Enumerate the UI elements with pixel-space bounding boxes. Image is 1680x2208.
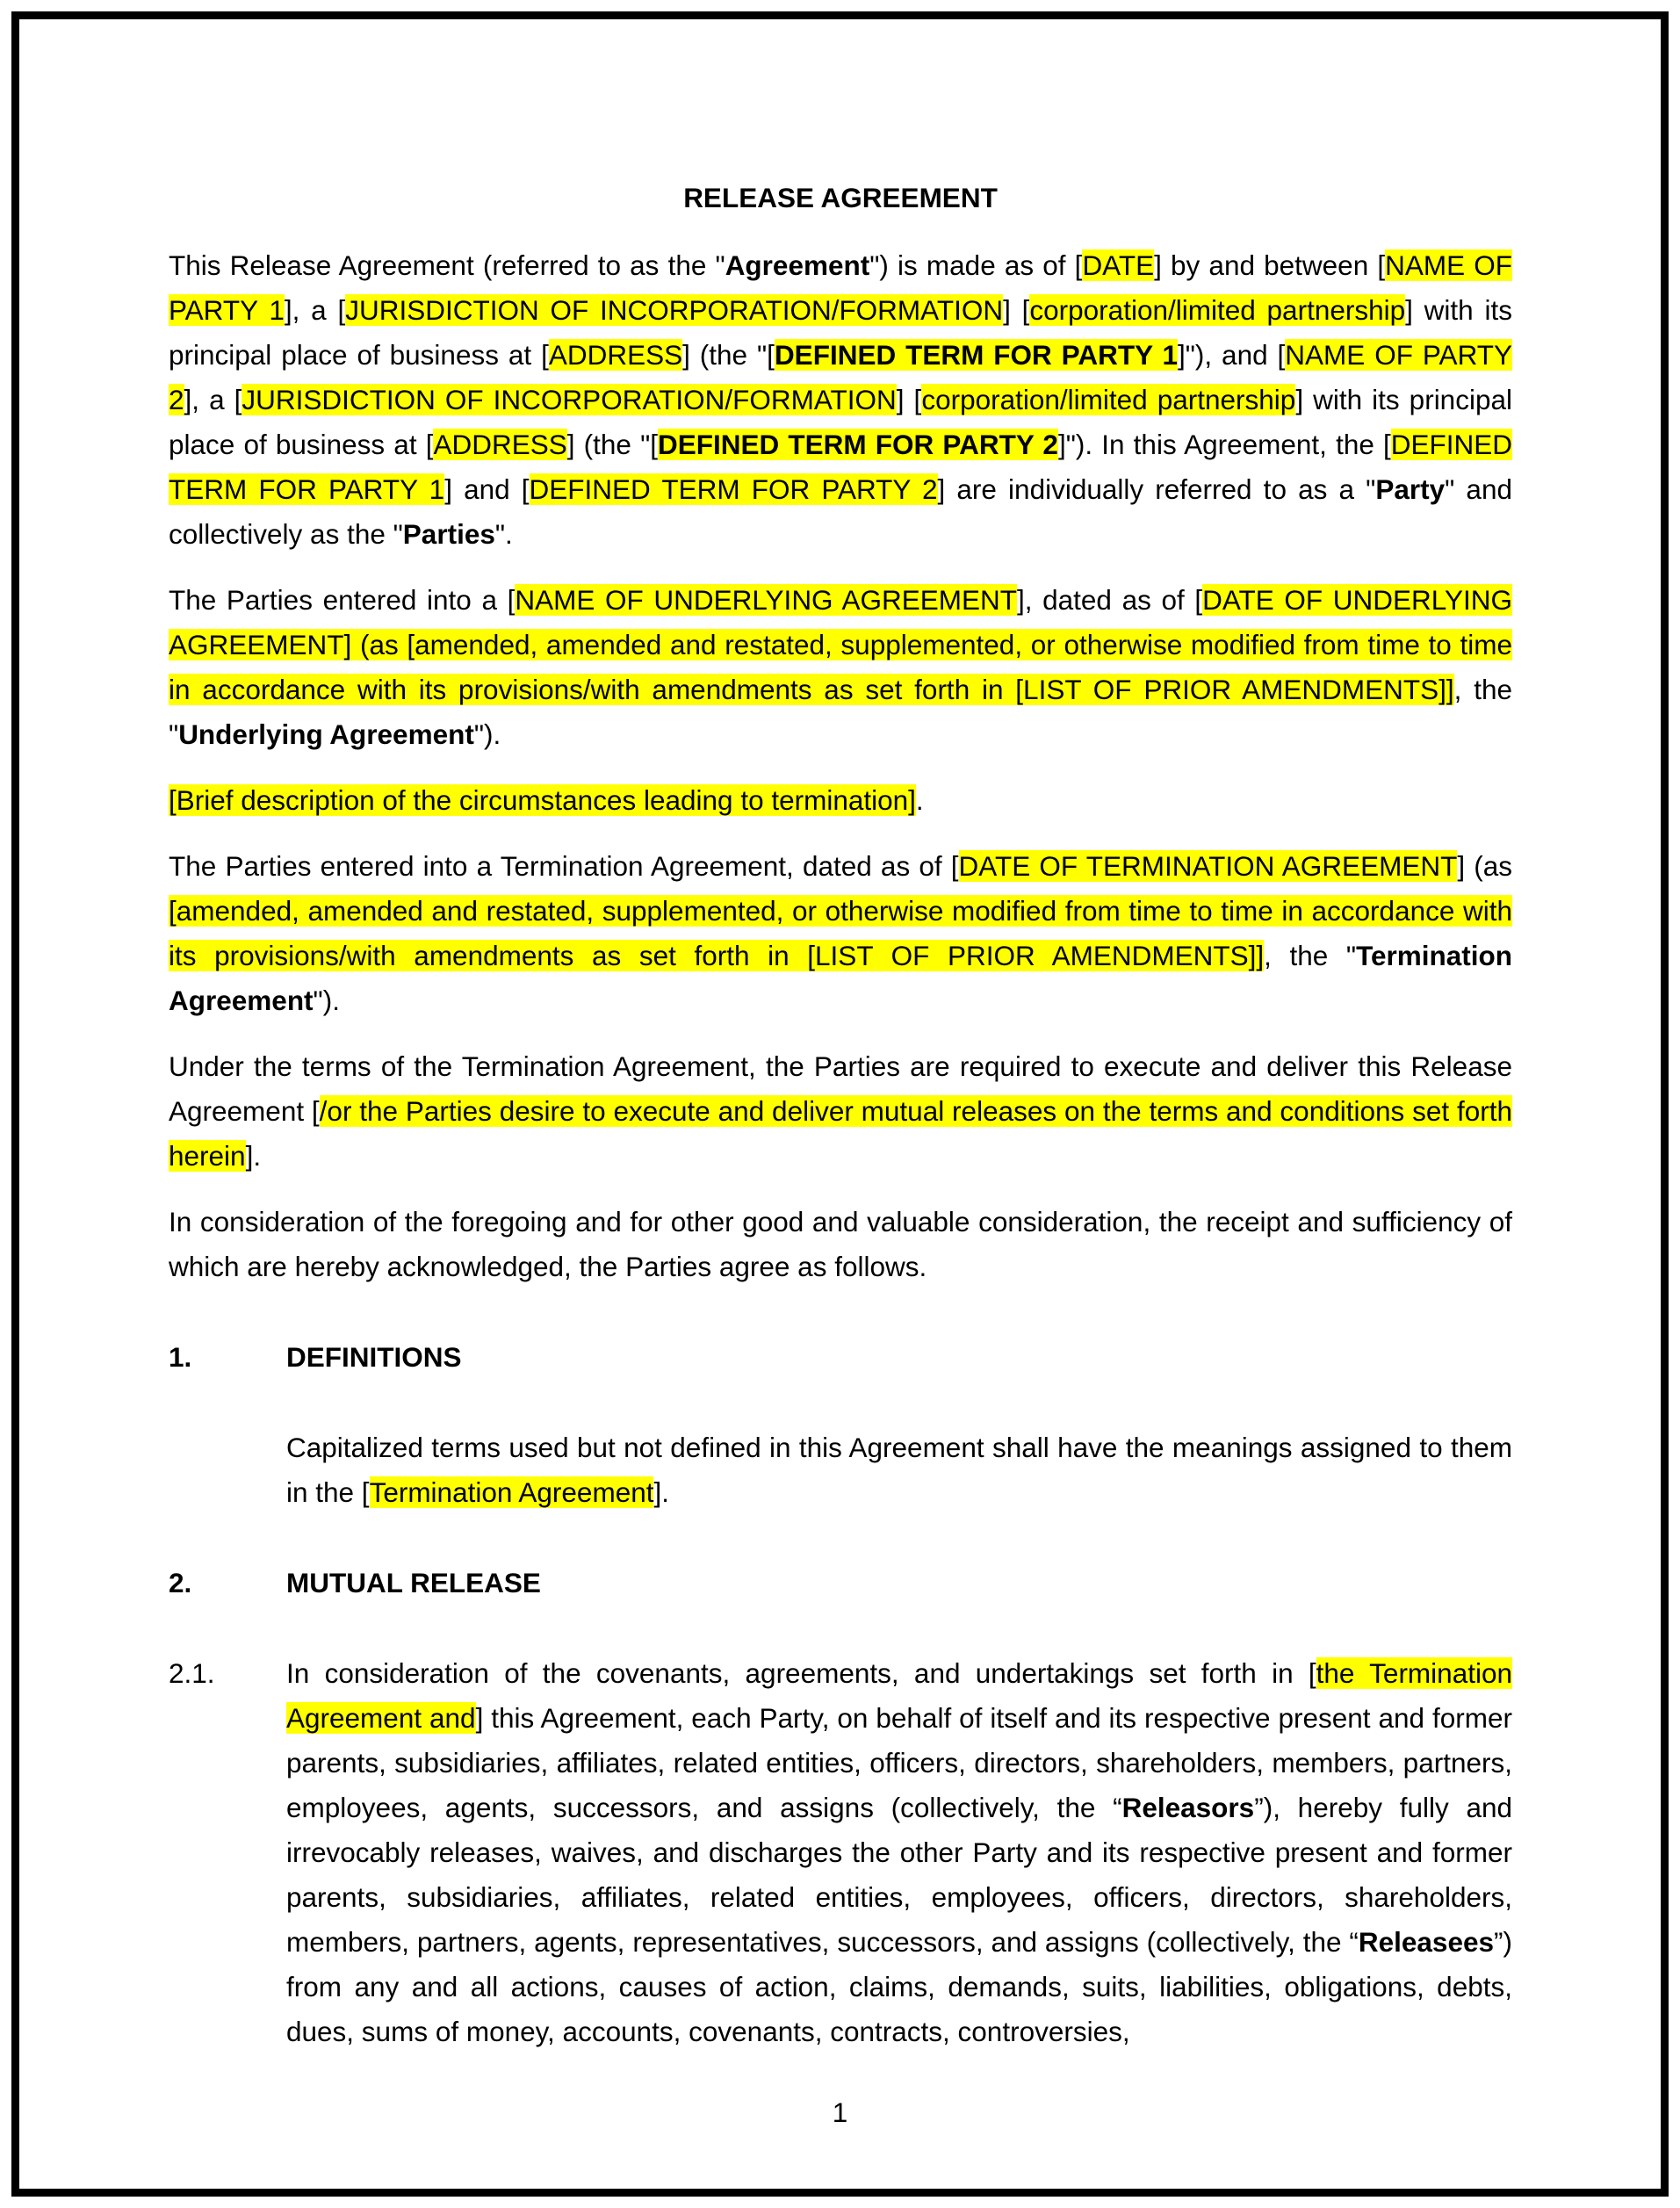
- text-run: ], dated as of [: [1016, 584, 1203, 616]
- paragraph: [169, 1651, 1512, 2054]
- text-run: This Release Agreement (referred to as the ": [169, 249, 725, 281]
- placeholder-highlight: NAME OF PARTY 1: [169, 249, 1512, 326]
- placeholder-highlight: JURISDICTION OF INCORPORATION/FORMATION: [242, 384, 897, 415]
- text-run: ] by and between [: [1154, 249, 1386, 281]
- paragraph: [286, 1425, 1512, 1515]
- text-run: ] are individually referred to as a ": [937, 473, 1376, 505]
- text-run: Parties: [402, 518, 495, 550]
- text-run: ].: [245, 1140, 262, 1172]
- text-run: ”) from any and all actions, causes of action, claims, demands, suits, liabilities, obligations, debts, dues, sums of money, accounts, covenants, contracts, controversies,: [286, 1926, 1512, 2047]
- text-run: ] this Agreement, each Party, on behalf of itself and its respective present and former parents, subsidiaries, affiliates, related entities, officers, directors, shareholders, members, partners, employees, agents, successors, and assigns (collectively, the “: [286, 1702, 1512, 1823]
- text-run: ”), hereby fully and irrevocably releases, waives, and discharges the other Party and its respective present and former parents, subsidiaries, affiliates, related entities, employees, officers, directors, shareholders, members, partners, agents, representatives, successors, and assigns (collectively, the “: [286, 1792, 1512, 1958]
- item-text: [286, 1561, 1512, 1605]
- placeholder-highlight: DEFINED TERM FOR PARTY 2: [529, 473, 938, 505]
- text-run: In consideration of the foregoing and for other good and valuable consideration, the receipt and sufficiency of which are hereby acknowledged, the Parties agree as follows.: [169, 1206, 1512, 1282]
- page-number: 1: [832, 2096, 848, 2128]
- section-heading: [169, 1335, 1512, 1380]
- placeholder-highlight: NAME OF UNDERLYING AGREEMENT: [515, 584, 1017, 616]
- item-number: 2.1.: [169, 1657, 215, 1689]
- placeholder-highlight: corporation/limited partnership: [1029, 294, 1406, 326]
- placeholder-highlight: DEFINED TERM FOR PARTY 1: [774, 339, 1178, 371]
- text-run: Capitalized terms used but not defined in this Agreement shall have the meanings assigned to them in the [: [286, 1432, 1512, 1508]
- text-run: ]"). In this Agreement, the [: [1057, 429, 1391, 460]
- text-run: MUTUAL RELEASE: [286, 1567, 541, 1598]
- text-run: ] (as: [1457, 850, 1512, 882]
- placeholder-highlight: ADDRESS: [548, 339, 683, 371]
- placeholder-highlight: NAME OF PARTY 2: [169, 339, 1512, 415]
- placeholder-highlight: DATE: [1082, 249, 1155, 281]
- placeholder-highlight: DEFINED TERM FOR PARTY 2: [658, 429, 1058, 460]
- paragraph: [169, 778, 1512, 823]
- text-run: DEFINITIONS: [286, 1341, 462, 1373]
- item-number: 2.: [169, 1567, 192, 1598]
- paragraph: [169, 1200, 1512, 1289]
- text-run: .: [915, 784, 924, 816]
- text-run: Agreement: [725, 249, 870, 281]
- text-run: The Parties entered into a Termination Agreement, dated as of [: [169, 850, 959, 882]
- text-run: ").: [313, 985, 340, 1016]
- paragraph: [169, 844, 1512, 1023]
- text-run: ], a [: [184, 384, 242, 415]
- text-run: ".: [494, 518, 513, 550]
- text-run: , the ": [1264, 940, 1357, 971]
- placeholder-highlight: DATE OF UNDERLYING AGREEMENT] (as [amended, amended and restated, supplemented, or otherwise modified from time to time in accordance with its provisions/with amendments as set forth in [LIST OF PRIOR AMENDMENTS]]: [169, 584, 1512, 705]
- paragraph: [169, 578, 1512, 757]
- text-run: ] with its principal place of business at [: [169, 294, 1512, 371]
- text-run: The Parties entered into a [: [169, 584, 516, 616]
- text-run: ], a [: [284, 294, 346, 326]
- text-run: ] (the "[: [566, 429, 659, 460]
- placeholder-highlight: the Termination Agreement and: [286, 1657, 1512, 1734]
- text-run: Releasees: [1358, 1926, 1495, 1958]
- item-text: [286, 1335, 1512, 1380]
- paragraph: [169, 243, 1512, 557]
- placeholder-highlight: corporation/limited partnership: [921, 384, 1296, 415]
- text-run: Termination Agreement: [169, 940, 1512, 1016]
- placeholder-highlight: ADDRESS: [433, 429, 567, 460]
- text-run: Party: [1375, 473, 1446, 505]
- placeholder-highlight: DEFINED TERM FOR PARTY 1: [169, 429, 1513, 505]
- text-run: Underlying Agreement: [178, 718, 474, 750]
- text-run: ").: [473, 718, 501, 750]
- text-run: ] [: [1003, 294, 1030, 326]
- placeholder-highlight: [amended, amended and restated, supplemented, or otherwise modified from time to time in accordance with its provisions/with amendments as set forth in [LIST OF PRIOR AMENDMENTS]]: [169, 895, 1512, 971]
- text-run: ].: [653, 1476, 669, 1508]
- text-run: In consideration of the covenants, agreements, and undertakings set forth in [: [286, 1657, 1316, 1689]
- placeholder-highlight: JURISDICTION OF INCORPORATION/FORMATION: [345, 294, 1004, 326]
- paragraph: [169, 1044, 1512, 1179]
- placeholder-highlight: DATE OF TERMINATION AGREEMENT: [958, 850, 1458, 882]
- document-title: RELEASE AGREEMENT: [683, 182, 998, 213]
- document-body: [169, 243, 1512, 2054]
- placeholder-highlight: [Brief description of the circumstances leading to termination]: [169, 784, 916, 816]
- section-heading: [169, 1561, 1512, 1605]
- text-run: , the ": [169, 674, 1513, 750]
- item-number: 1.: [169, 1341, 192, 1373]
- text-run: ] [: [896, 384, 922, 415]
- placeholder-highlight: Termination Agreement: [369, 1476, 654, 1508]
- text-run: " and collectively as the ": [169, 473, 1512, 550]
- placeholder-highlight: /or the Parties desire to execute and deliver mutual releases on the terms and conditions set forth herein: [169, 1095, 1512, 1172]
- text-run: Releasors: [1121, 1792, 1255, 1823]
- text-run: ] with its principal place of business at [: [169, 384, 1512, 460]
- text-run: ]"), and [: [1177, 339, 1286, 371]
- text-run: ] and [: [444, 473, 530, 505]
- text-run: ] (the "[: [682, 339, 775, 371]
- item-text: [286, 1651, 1512, 2054]
- text-run: ") is made as of [: [869, 249, 1083, 281]
- text-run: Under the terms of the Termination Agreement, the Parties are required to execute and deliver this Release Agreement [: [169, 1050, 1512, 1127]
